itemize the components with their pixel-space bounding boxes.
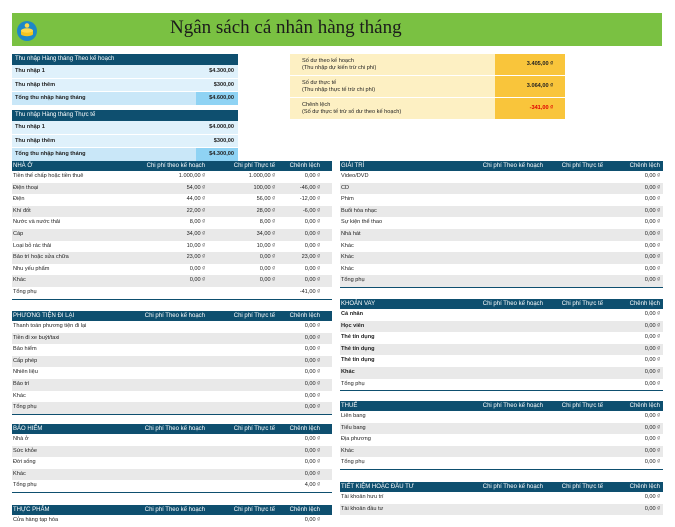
variance-cell: 0,00 ₫ (304, 265, 320, 272)
section-title: GIẢI TRÍ (341, 163, 365, 169)
balance-label: Số dư thực tế (302, 80, 337, 86)
variance-cell: 23,00 ₫ (301, 254, 320, 261)
row-label: Loại bỏ rác thải (13, 242, 52, 249)
planned-income-table (12, 54, 238, 106)
row-label: Bảo hiểm (13, 346, 37, 353)
balance-summary (290, 54, 565, 120)
income-label: Thu nhập thêm (15, 81, 56, 88)
row-label: Tài khoản hưu trí (341, 494, 384, 500)
variance-cell: 0,00 ₫ (304, 380, 320, 387)
row-label: Khí đốt (13, 207, 31, 214)
planned-cost-cell[interactable]: 34,00 ₫ (186, 230, 205, 237)
row-label: Liên bang (341, 413, 366, 419)
expense-section (12, 161, 332, 300)
variance-cell: 0,00 ₫ (304, 459, 320, 466)
variance-cell: 0,00 ₫ (644, 254, 660, 261)
column-header: Chi phí Theo kế hoạch (482, 484, 543, 490)
row-label: Buổi hòa nhạc (341, 207, 377, 214)
table-row (12, 333, 332, 345)
table-row (12, 434, 332, 446)
income-total-value: $4.300,00 (196, 148, 238, 161)
actual-cost-cell[interactable]: 34,00 ₫ (256, 230, 275, 237)
variance-cell: 0,00 ₫ (644, 447, 660, 454)
column-header: Chênh lệch (629, 163, 660, 169)
column-header: Chi phí Theo kế hoạch (482, 301, 543, 307)
variance-cell: 0,00 ₫ (304, 230, 320, 237)
table-row (340, 367, 663, 379)
actual-cost-cell[interactable]: 0,00 ₫ (259, 254, 275, 261)
row-label: Tiền thế chấp hoặc tiền thuê (13, 173, 84, 179)
balance-note: (Số dư thực tế trừ số dư theo kế hoạch) (302, 109, 402, 115)
column-header: Chi phí Thực tế (233, 163, 275, 169)
column-header: Chi phí Thực tế (561, 301, 603, 307)
column-header: Chi phí Thực tế (561, 403, 603, 409)
actual-income-header: Thu nhập Hàng tháng Thực tế (15, 112, 96, 118)
table-row (12, 241, 332, 253)
subtotal-label: Tổng phụ (341, 459, 365, 466)
table-row (340, 264, 663, 276)
coin-stack-icon (16, 20, 38, 42)
planned-cost-cell[interactable]: 22,00 ₫ (186, 207, 205, 214)
variance-cell: 0,00 ₫ (304, 346, 320, 353)
subtotal-value: 0,00 ₫ (644, 459, 660, 466)
subtotal-row (12, 287, 332, 300)
section-title: THỰC PHẨM (13, 507, 50, 513)
income-value[interactable]: $300,00 (213, 137, 234, 144)
variance-cell: 0,00 ₫ (304, 470, 320, 477)
table-row (12, 469, 332, 481)
subtotal-label: Tổng phụ (341, 380, 365, 387)
table-row (12, 206, 332, 218)
table-row (340, 321, 663, 333)
variance-cell: 0,00 ₫ (304, 357, 320, 364)
column-header: Chi phí Theo kế hoạch (482, 403, 543, 409)
table-row (340, 183, 663, 195)
table-row (340, 252, 663, 264)
row-label: CD (341, 184, 350, 191)
table-row (340, 332, 663, 344)
balance-value: 3.064,00 ₫ (526, 83, 553, 89)
row-label: Thẻ tín dụng (341, 334, 375, 341)
variance-cell: -12,00 ₫ (299, 196, 320, 203)
actual-cost-cell[interactable]: 1.000,00 ₫ (248, 173, 275, 179)
planned-cost-cell[interactable]: 23,00 ₫ (186, 254, 205, 261)
subtotal-value: 0,00 ₫ (304, 404, 320, 411)
row-label: Khác (341, 368, 355, 375)
variance-cell: 0,00 ₫ (644, 173, 660, 179)
table-row (12, 515, 332, 527)
actual-cost-cell[interactable]: 56,00 ₫ (256, 196, 275, 203)
column-header: Chênh lệch (289, 507, 320, 513)
expense-section (12, 424, 332, 493)
variance-cell: -46,00 ₫ (299, 184, 320, 191)
section-title: KHOẢN VAY (341, 301, 376, 307)
planned-cost-cell[interactable]: 1.000,00 ₫ (178, 173, 205, 179)
row-label: Bảo trì hoặc sửa chữa (13, 254, 69, 261)
column-header: Chi phí theo kế hoạch (146, 163, 205, 169)
table-row (12, 457, 332, 469)
row-label: Khác (13, 277, 26, 284)
expense-section (340, 482, 663, 515)
table-row (340, 504, 663, 516)
variance-cell: 0,00 ₫ (304, 277, 320, 284)
table-row (340, 355, 663, 367)
row-label: Nhà ở (13, 436, 29, 442)
subtotal-label: Tổng phụ (13, 404, 37, 411)
column-header: Chi phí Thực tế (233, 313, 275, 319)
subtotal-label: Tổng phụ (13, 288, 37, 295)
section-title: NHÀ Ở (13, 163, 33, 169)
section-title: BẢO HIỂM (13, 426, 43, 432)
row-label: Thẻ tín dụng (341, 345, 375, 352)
variance-cell: 0,00 ₫ (644, 505, 660, 512)
variance-cell: 0,00 ₫ (304, 447, 320, 454)
table-row (340, 411, 663, 423)
table-row (340, 194, 663, 206)
subtotal-row (340, 275, 663, 288)
balance-value: 3.405,00 ₫ (526, 61, 553, 67)
variance-cell: 0,00 ₫ (644, 334, 660, 341)
row-label: Học viên (341, 322, 365, 329)
variance-cell: 0,00 ₫ (644, 345, 660, 352)
column-header: Chi phí Theo kế hoạch (144, 313, 205, 319)
row-label: Khác (341, 447, 354, 454)
variance-cell: 0,00 ₫ (304, 323, 320, 329)
column-header: Chênh lệch (629, 301, 660, 307)
planned-cost-cell[interactable]: 44,00 ₫ (186, 196, 205, 203)
variance-cell: 0,00 ₫ (644, 368, 660, 375)
table-row (12, 321, 332, 333)
variance-cell: 0,00 ₫ (644, 436, 660, 443)
variance-cell: 0,00 ₫ (304, 369, 320, 376)
row-label: Sức khỏe (13, 447, 37, 454)
row-label: Nhà hát (341, 230, 361, 237)
row-label: Khác (341, 242, 354, 249)
row-label: Nhiên liệu (13, 369, 38, 376)
section-title: THUẾ (341, 403, 358, 409)
column-header: Chi phí Thực tế (233, 507, 275, 513)
variance-cell: 0,00 ₫ (304, 517, 320, 523)
table-row (12, 217, 332, 229)
variance-cell: 0,00 ₫ (644, 413, 660, 419)
column-header: Chênh lệch (629, 484, 660, 490)
table-row (340, 434, 663, 446)
table-row (12, 344, 332, 356)
table-row (12, 229, 332, 241)
table-row (340, 344, 663, 356)
table-row (340, 241, 663, 253)
column-header: Chi phí Theo kế hoạch (144, 426, 205, 432)
column-header: Chênh lệch (629, 403, 660, 409)
expense-section (12, 311, 332, 415)
column-header: Chi phí Thực tế (233, 426, 275, 432)
subtotal-value: -41,00 ₫ (299, 288, 320, 295)
row-label: Đời sống (13, 459, 36, 466)
actual-income-table (12, 110, 238, 162)
row-label: Điện thoại (13, 184, 39, 191)
variance-cell: 0,00 ₫ (644, 219, 660, 226)
variance-cell: 0,00 ₫ (644, 184, 660, 191)
variance-cell: 0,00 ₫ (644, 265, 660, 272)
row-label: Khác (341, 265, 354, 272)
variance-cell: 0,00 ₫ (644, 230, 660, 237)
table-row (340, 217, 663, 229)
variance-cell: 0,00 ₫ (644, 424, 660, 431)
section-header (12, 424, 332, 434)
balance-value: -341,00 ₫ (529, 105, 553, 111)
planned-income-header: Thu nhập Hàng tháng Theo kế hoạch (15, 56, 115, 62)
table-row (340, 446, 663, 458)
section-header (340, 161, 663, 171)
column-header: Chênh lệch (289, 163, 320, 169)
expense-section (340, 401, 663, 470)
variance-cell: 0,00 ₫ (304, 334, 320, 341)
income-label: Thu nhập 1 (15, 68, 45, 74)
table-row (340, 171, 663, 183)
income-value[interactable]: $4.300,00 (209, 68, 234, 74)
expense-section (340, 161, 663, 288)
variance-cell: 0,00 ₫ (644, 494, 660, 500)
variance-cell: 0,00 ₫ (304, 219, 320, 226)
row-label: Điện (13, 196, 25, 203)
subtotal-row (340, 379, 663, 392)
income-total-label: Tổng thu nhập hàng tháng (15, 95, 86, 102)
balance-row (290, 54, 565, 76)
table-row (12, 171, 332, 183)
row-label: Khác (13, 470, 26, 477)
row-label: Nhu yếu phẩm (13, 265, 50, 272)
variance-cell: 0,00 ₫ (304, 173, 320, 179)
section-header (12, 505, 332, 515)
column-header: Chi phí Thực tế (561, 163, 603, 169)
variance-cell: 0,00 ₫ (644, 242, 660, 249)
table-row (12, 194, 332, 206)
planned-cost-cell[interactable]: 8,00 ₫ (189, 219, 205, 226)
planned-cost-cell[interactable]: 0,00 ₫ (189, 277, 205, 284)
variance-cell: 0,00 ₫ (644, 311, 660, 317)
actual-cost-cell[interactable]: 28,00 ₫ (256, 207, 275, 214)
variance-cell: 0,00 ₫ (644, 196, 660, 203)
balance-note: (Thu nhập dự kiến trừ chi phí) (302, 65, 377, 71)
subtotal-label: Tổng phụ (341, 277, 365, 284)
section-header (12, 161, 332, 171)
table-row (12, 379, 332, 391)
row-label: Video/DVD (341, 173, 369, 179)
column-header: Chênh lệch (289, 313, 320, 319)
income-value[interactable]: $300,00 (213, 81, 234, 88)
subtotal-row (12, 480, 332, 493)
table-row (340, 229, 663, 241)
table-row (340, 423, 663, 435)
variance-cell: 0,00 ₫ (304, 242, 320, 249)
section-title: PHƯƠNG TIỆN ĐI LẠI (13, 313, 75, 319)
income-total-label: Tổng thu nhập hàng tháng (15, 151, 86, 158)
table-row (12, 264, 332, 276)
subtotal-row (12, 402, 332, 415)
variance-cell: 0,00 ₫ (304, 436, 320, 442)
row-label: Cấp phép (13, 357, 38, 364)
variance-cell: 0,00 ₫ (644, 322, 660, 329)
column-header: Chênh lệch (289, 426, 320, 432)
column-header: Chi phí Theo kế hoạch (482, 163, 543, 169)
variance-cell: 0,00 ₫ (304, 392, 320, 399)
row-label: Sự kiện thể thao (341, 219, 383, 226)
table-row (12, 183, 332, 195)
planned-cost-cell[interactable]: 0,00 ₫ (189, 265, 205, 272)
income-total-value: $4.600,00 (196, 92, 238, 105)
column-header: Chi phí Thực tế (561, 484, 603, 490)
subtotal-value: 0,00 ₫ (644, 380, 660, 387)
page-title: Ngân sách cá nhân hàng tháng (170, 17, 402, 38)
actual-cost-cell[interactable]: 0,00 ₫ (259, 265, 275, 272)
subtotal-value: 4,00 ₫ (304, 482, 320, 489)
column-header: Chi phí Theo kế hoạch (144, 507, 205, 513)
expense-section (340, 299, 663, 391)
section-header (340, 482, 663, 492)
balance-note: (Thu nhập thực tế trừ chi phí) (302, 87, 376, 93)
balance-row (290, 98, 565, 120)
actual-cost-cell[interactable]: 10,00 ₫ (256, 242, 275, 249)
income-label: Thu nhập 1 (15, 124, 45, 130)
row-label: Bảo trì (13, 380, 30, 387)
section-title: TIẾT KIỆM HOẶC ĐẦU TƯ (341, 484, 414, 490)
balance-row (290, 76, 565, 98)
subtotal-value: 0,00 ₫ (644, 277, 660, 284)
row-label: Thanh toán phương tiện đi lại (13, 323, 87, 329)
row-label: Cáp (13, 230, 24, 237)
row-label: Cá nhân (341, 311, 364, 317)
row-label: Phim (341, 196, 354, 203)
section-header (12, 311, 332, 321)
table-row (12, 391, 332, 403)
row-label: Nước và nước thải (13, 219, 61, 226)
subtotal-label: Tổng phụ (13, 482, 37, 489)
table-row (12, 275, 332, 287)
balance-label: Số dư theo kế hoạch (302, 58, 354, 64)
actual-cost-cell[interactable]: 100,00 ₫ (253, 184, 275, 191)
actual-cost-cell[interactable]: 0,00 ₫ (259, 277, 275, 284)
row-label: Cửa hàng tạp hóa (13, 517, 59, 523)
planned-cost-cell[interactable]: 10,00 ₫ (186, 242, 205, 249)
variance-cell: 0,00 ₫ (644, 357, 660, 364)
table-row (12, 356, 332, 368)
expense-section (12, 505, 332, 527)
table-row (12, 446, 332, 458)
table-row (340, 309, 663, 321)
row-label: Khác (13, 392, 26, 399)
planned-cost-cell[interactable]: 54,00 ₫ (186, 184, 205, 191)
table-row (340, 492, 663, 504)
table-row (12, 367, 332, 379)
row-label: Thẻ tín dụng (341, 357, 375, 364)
variance-cell: -6,00 ₫ (302, 207, 320, 214)
row-label: Tài khoản đầu tư (341, 505, 384, 512)
row-label: Khác (341, 254, 354, 261)
row-label: Địa phương (341, 436, 371, 443)
row-label: Tiểu bang (341, 424, 366, 431)
subtotal-row (340, 457, 663, 470)
income-label: Thu nhập thêm (15, 137, 56, 144)
income-value[interactable]: $4.000,00 (209, 124, 234, 130)
row-label: Tiền đi xe buýt/taxi (13, 334, 60, 341)
section-header (340, 299, 663, 309)
section-header (340, 401, 663, 411)
table-row (340, 206, 663, 218)
variance-cell: 0,00 ₫ (644, 207, 660, 214)
balance-label: Chênh lệch (302, 102, 331, 108)
actual-cost-cell[interactable]: 8,00 ₫ (259, 219, 275, 226)
table-row (12, 252, 332, 264)
